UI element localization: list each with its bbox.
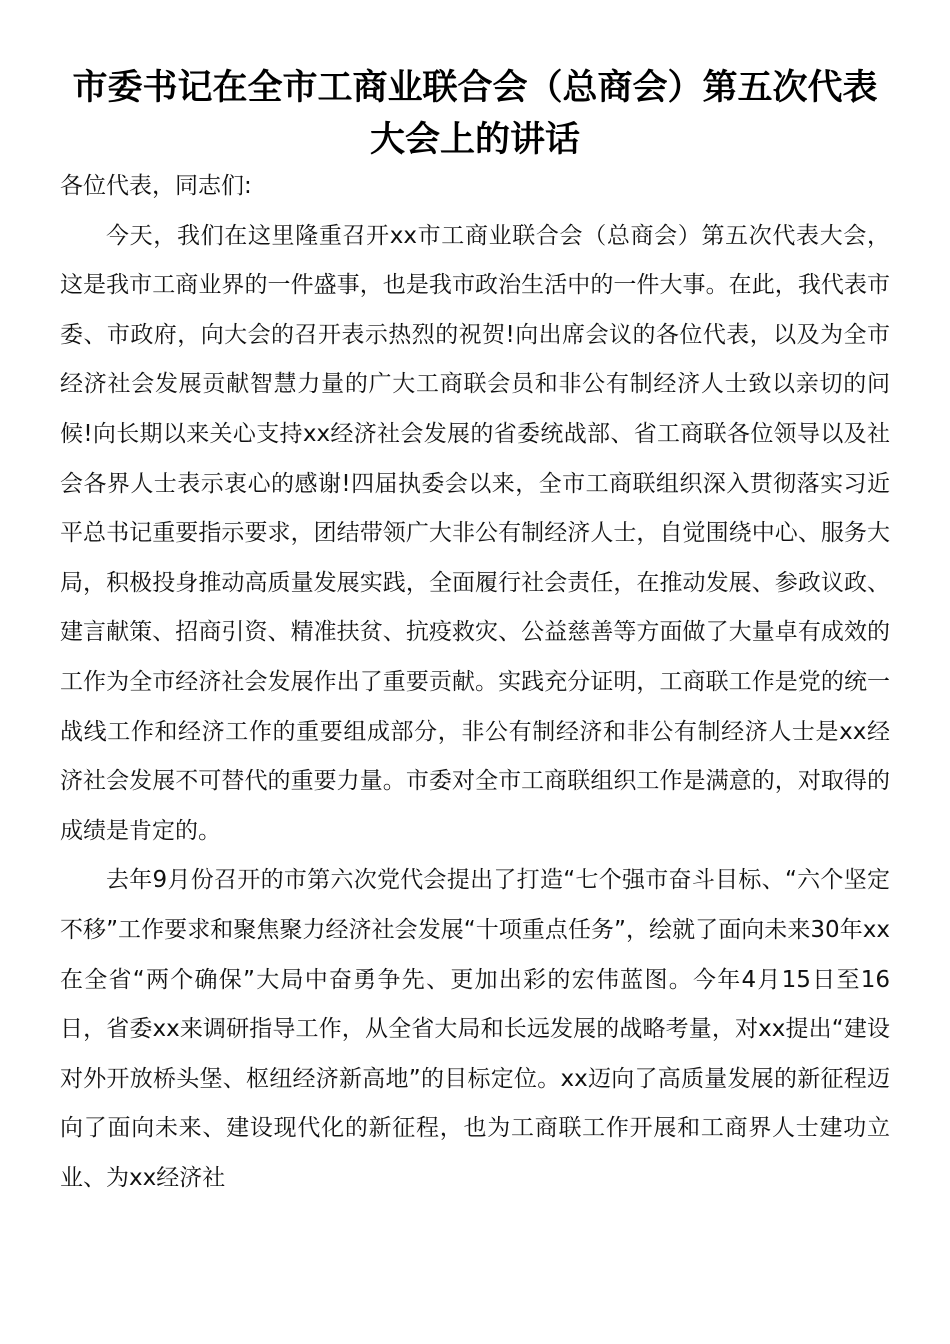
document-title: 市委书记在全市工商业联合会（总商会）第五次代表大会上的讲话 (72, 67, 878, 160)
document-body (60, 162, 890, 1203)
paragraph-1: 今天，我们在这里隆重召开xx市工商业联合会（总商会）第五次代表大会，这是我市工商业界的一件盛事，也是我市政治生活中的一件大事。在此，我代表市委、市政府，向大会的召开表示热烈的祝贺!向出席会议的各位代表，以及为全市经济社会发展贡献智慧力量的广大工商联会员和非公有制经济人士致以亲切的问候!向长期以来关心支持xx经济社会发展的省委统战部、省工商联各位领导以及社会各界人士表示衷心的感谢!四届执委会以来，全市工商联组织深入贯彻落实习近平总书记重要指示要求，团结带领广大非公有制经济人士，自觉围绕中心、服务大局，积极投身推动高质量发展实践，全面履行社会责任，在推动发展、参政议政、建言献策、招商引资、精准扶贫、抗疫救灾、公益慈善等方面做了大量卓有成效的工作为全市经济社会发展作出了重要贡献。实践充分证明，工商联工作是党的统一战线工作和经济工作的重要组成部分，非公有制经济和非公有制经济人士是xx经济社会发展不可替代的重要力量。市委对全市工商联组织工作是满意的，对取得的成绩是肯定的。 (60, 222, 890, 844)
salutation: 各位代表，同志们: (60, 173, 252, 199)
paragraph-2: 去年9月份召开的市第六次党代会提出了打造“七个强市奋斗目标、“六个坚定不移”工作要求和聚焦聚力经济社会发展“十项重点任务”，绘就了面向未来30年xx在全省“两个确保”大局中奋勇争先、更加出彩的宏伟蓝图。今年4月15日至16日，省委xx来调研指导工作，从全省大局和长远发展的战略考量，对xx提出“建设对外开放桥头堡、枢纽经济新高地”的目标定位。xx迈向了高质量发展的新征程迈向了面向未来、建设现代化的新征程，也为工商联工作开展和工商界人士建功立业、为xx经济社 (60, 867, 890, 1191)
